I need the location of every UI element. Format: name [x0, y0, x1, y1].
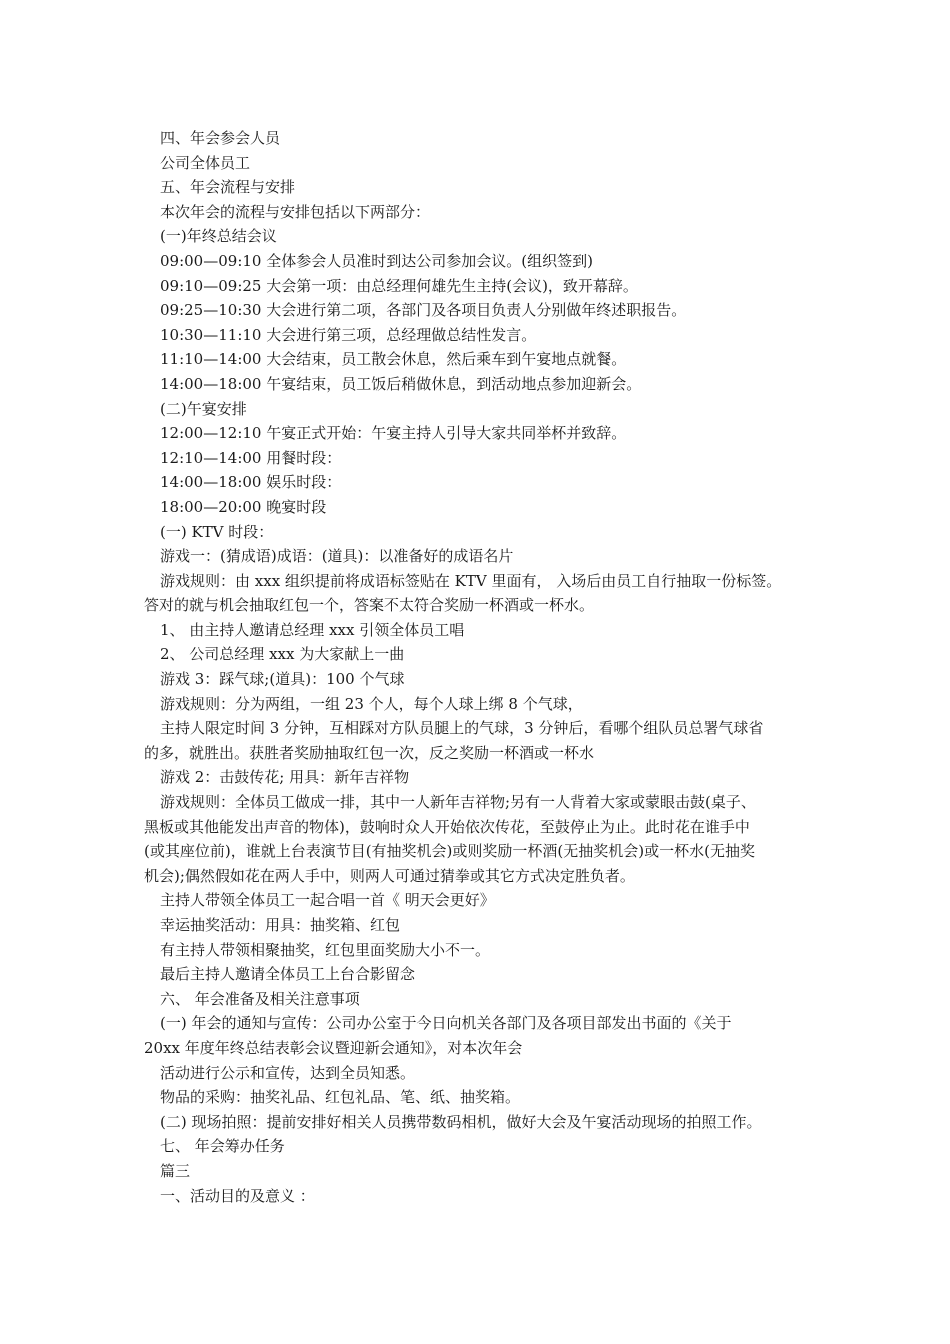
- text-line: 公司全体员工: [160, 153, 251, 172]
- text-line: (一) 年会的通知与宣传：公司办公室于今日向机关各部门及各项目部发出书面的《关于: [160, 1014, 732, 1033]
- text-line: 游戏规则：全体员工做成一排，其中一人新年吉祥物;另有一人背着大家或蒙眼击鼓(桌子、: [160, 793, 756, 812]
- text-line: 12:10—14:00 用餐时段：: [160, 448, 342, 467]
- text-line: 18:00—20:00 晚宴时段: [160, 497, 327, 516]
- text-line: 1、 由主持人邀请总经理 xxx 引领全体员工唱: [160, 620, 465, 639]
- text-line: 的多，就胜出。获胜者奖励抽取红包一次，反之奖励一杯酒或一杯水: [144, 743, 595, 762]
- text-line: 七、 年会筹办任务: [160, 1137, 285, 1156]
- text-line: 11:10—14:00 大会结束，员工散会休息，然后乘车到午宴地点就餐。: [160, 350, 627, 369]
- text-line: 10:30—11:10 大会进行第三项，总经理做总结性发言。: [160, 325, 537, 344]
- text-line: 主持人限定时间 3 分钟，互相踩对方队员腿上的气球，3 分钟后，看哪个组队员总署气球省: [160, 719, 764, 738]
- text-line: 五、年会流程与安排: [160, 178, 296, 197]
- text-line: (或其座位前)，谁就上台表演节目(有抽奖机会)或则奖励一杯酒(无抽奖机会)或一杯水(无抽奖: [144, 842, 755, 861]
- document-body: [144, 126, 824, 1208]
- text-line: 游戏规则：分为两组，一组 23 个人，每个人球上绑 8 个气球，: [160, 694, 583, 713]
- text-line: (二) 现场拍照：提前安排好相关人员携带数码相机，做好大会及午宴活动现场的拍照工作。: [160, 1112, 762, 1131]
- text-line: 六、 年会准备及相关注意事项: [160, 989, 360, 1008]
- text-line: 游戏规则：由 xxx 组织提前将成语标签贴在 KTV 里面有， 入场后由员工自行抽取一份标签。: [160, 571, 782, 590]
- text-line: 09:25—10:30 大会进行第二项，各部门及各项目负责人分别做年终述职报告。: [160, 301, 687, 320]
- text-line: 09:10—09:25 大会第一项：由总经理何雄先生主持(会议)，致开幕辞。: [160, 276, 638, 295]
- text-line: 活动进行公示和宣传，达到全员知悉。: [160, 1063, 416, 1082]
- text-line: 09:00—09:10 全体参会人员准时到达公司参加会议。(组织签到): [160, 251, 593, 270]
- text-line: 物品的采购：抽奖礼品、红包礼品、笔、纸、抽奖箱。: [160, 1088, 521, 1107]
- text-line: 20xx 年度年终总结表彰会议暨迎新会通知》，对本次年会: [144, 1038, 523, 1057]
- text-line: 篇三: [160, 1161, 191, 1180]
- text-line: 本次年会的流程与安排包括以下两部分：: [160, 202, 431, 221]
- text-line: 答对的就与机会抽取红包一个，答案不太符合奖励一杯酒或一杯水。: [144, 596, 595, 615]
- text-line: (二)午宴安排: [160, 399, 247, 418]
- text-line: 机会);偶然假如花在两人手中，则两人可通过猜拳或其它方式决定胜负者。: [144, 866, 635, 885]
- text-line: (一) KTV 时段：: [160, 522, 274, 541]
- text-line: 黑板或其他能发出声音的物体)，鼓响时众人开始依次传花，至鼓停止为止。此时花在谁手中: [144, 817, 750, 836]
- text-line: 游戏 2：击鼓传花; 用具：新年吉祥物: [160, 768, 410, 787]
- text-line: 主持人带领全体员工一起合唱一首《 明天会更好》: [160, 891, 495, 910]
- text-line: 14:00—18:00 午宴结束，员工饭后稍做休息，到活动地点参加迎新会。: [160, 374, 642, 393]
- text-line: 一、活动目的及意义 ：: [160, 1186, 315, 1205]
- text-line: 有主持人带领相聚抽奖，红包里面奖励大小不一。: [160, 940, 491, 959]
- text-line: 四、年会参会人员: [160, 129, 281, 147]
- text-line: 14:00—18:00 娱乐时段：: [160, 473, 342, 492]
- text-line: 幸运抽奖活动：用具：抽奖箱、红包: [160, 916, 401, 934]
- text-line: 2、 公司总经理 xxx 为大家献上一曲: [160, 645, 405, 664]
- text-line: 游戏一：(猜成语)成语：(道具)：以准备好的成语名片: [160, 547, 514, 566]
- text-line: 最后主持人邀请全体员工上台合影留念: [160, 965, 416, 984]
- text-line: 12:00—12:10 午宴正式开始：午宴主持人引导大家共同举杯并致辞。: [160, 424, 627, 443]
- text-line: 游戏 3：踩气球;(道具)：100 个气球: [160, 670, 405, 689]
- text-line: (一)年终总结会议: [160, 227, 277, 246]
